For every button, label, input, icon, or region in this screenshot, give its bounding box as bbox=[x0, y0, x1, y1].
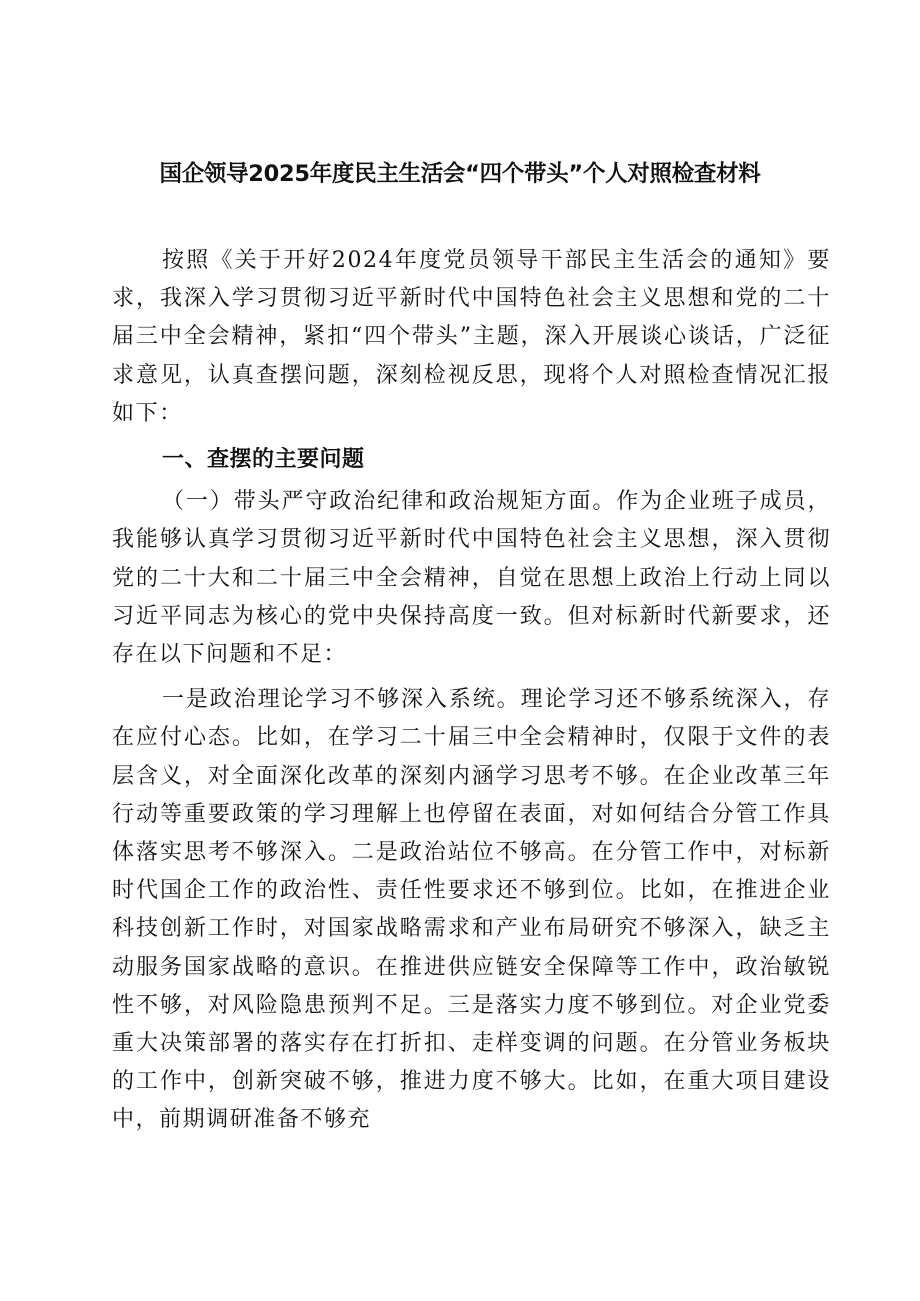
section-heading: 一、查摆的主要问题 bbox=[162, 447, 365, 473]
document-body bbox=[112, 242, 831, 1140]
intro-paragraph: 按照《关于开好2024年度党员领导干部民主生活会的通知》要求，我深入学习贯彻习近平新时代中国特色社会主义思想和党的二十届三中全会精神，紧扣“四个带头”主题，深入开展谈心谈话，广泛征求意见，认真查摆问题，深刻检视反思，现将个人对照检查情况汇报如下： bbox=[112, 248, 831, 426]
document-title: 国企领导2025年度民主生活会“四个带头”个人对照检查材料 bbox=[159, 161, 761, 187]
issues-paragraph: 一是政治理论学习不够深入系统。理论学习还不够系统深入，存在应付心态。比如，在学习二十届三中全会精神时，仅限于文件的表层含义，对全面深化改革的深刻内涵学习思考不够。在企业改革三年行动等重要政策的学习理解上也停留在表面，对如何结合分管工作具体落实思考不够深入。二是政治站位不够高。在分管工作中，对标新时代国企工作的政治性、责任性要求还不够到位。比如，在推进企业科技创新工作时，对国家战略需求和产业布局研究不够深入，缺乏主动服务国家战略的意识。在推进供应链安全保障等工作中，政治敏锐性不够，对风险隐患预判不足。三是落实力度不够到位。对企业党委重大决策部署的落实存在打折扣、走样变调的问题。在分管业务板块的工作中，创新突破不够，推进力度不够大。比如，在重大项目建设中，前期调研准备不够充 bbox=[112, 687, 831, 1133]
subsection-paragraph: （一）带头严守政治纪律和政治规矩方面。作为企业班子成员，我能够认真学习贯彻习近平新时代中国特色社会主义思想，深入贯彻党的二十大和二十届三中全会精神，自觉在思想上政治上行动上同以习近平同志为核心的党中央保持高度一致。但对标新时代新要求，还存在以下问题和不足： bbox=[112, 489, 831, 668]
